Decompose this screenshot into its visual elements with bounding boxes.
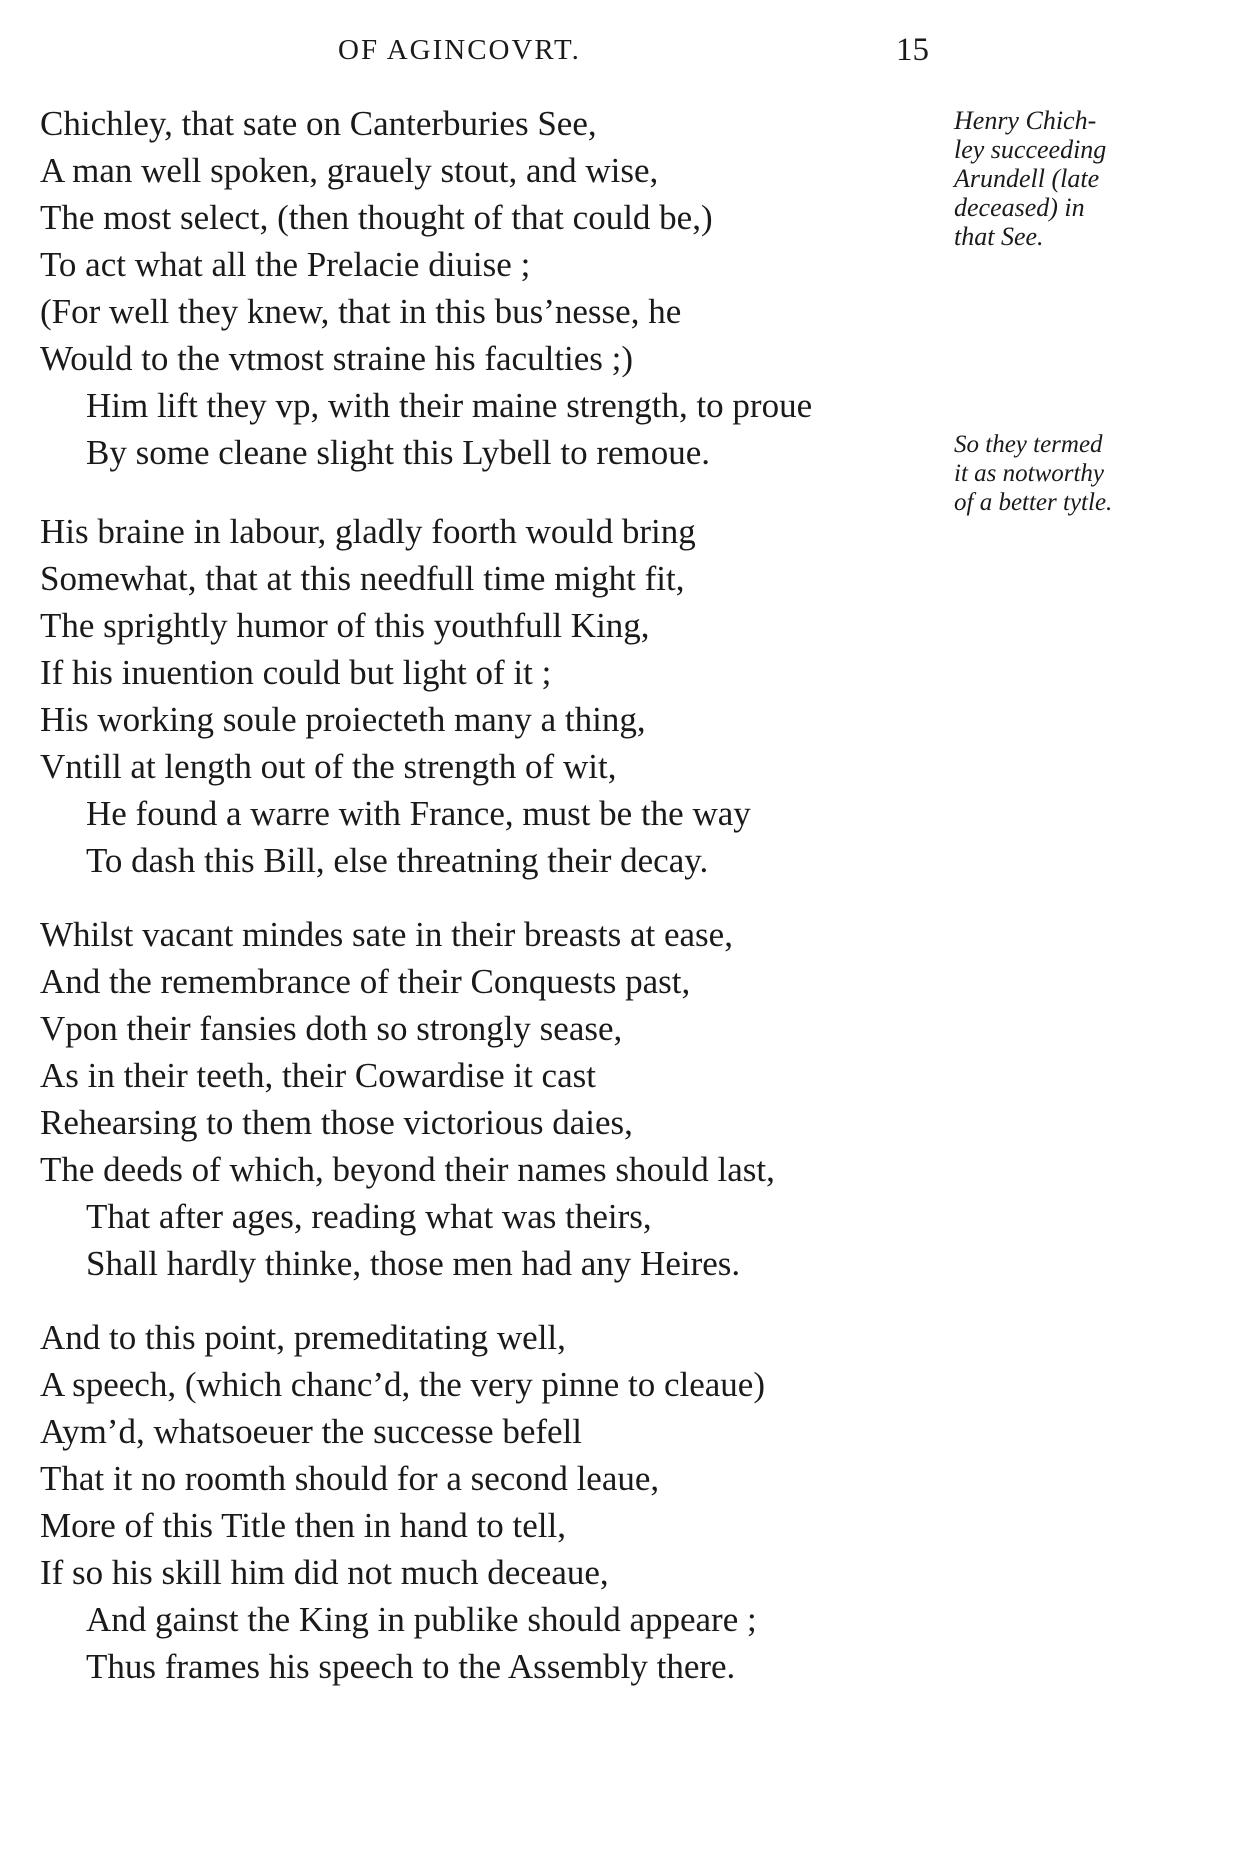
marginal-note-line: Henry Chich- xyxy=(954,106,1097,135)
marginal-note-line: of a better tytle. xyxy=(954,489,1113,516)
verse-line: If so his skill him did not much deceaue, xyxy=(40,1553,609,1592)
verse-line: Whilst vacant mindes sate in their breasts at ease, xyxy=(40,915,733,954)
verse-line: A speech, (which chanc’d, the very pinne to cleaue) xyxy=(40,1365,765,1404)
verse-line: (For well they knew, that in this bus’nesse, he xyxy=(40,292,682,331)
page-number: 15 xyxy=(896,32,929,68)
verse-line: A man well spoken, grauely stout, and wise, xyxy=(40,151,659,190)
poem-body xyxy=(40,100,970,1718)
verse-line: And to this point, premeditating well, xyxy=(40,1318,566,1357)
verse-line-indented: By some cleane slight this Lybell to remoue. xyxy=(86,433,711,472)
verse-line-indented: And gainst the King in publike should appeare ; xyxy=(86,1600,757,1639)
verse-line: Vpon their fansies doth so strongly sease, xyxy=(40,1009,623,1048)
marginal-note-line: Arundell (late xyxy=(954,164,1100,193)
verse-line: Would to the vtmost straine his faculties ;) xyxy=(40,339,634,378)
marginal-note-line: it as notworthy xyxy=(954,460,1105,487)
stanza-1 xyxy=(40,100,970,476)
verse-line: More of this Title then in hand to tell, xyxy=(40,1506,566,1545)
marginal-note-line: deceased) in xyxy=(954,193,1085,222)
verse-line: His braine in labour, gladly foorth would bring xyxy=(40,512,696,551)
stanza-4 xyxy=(40,1314,970,1690)
verse-line: Rehearsing to them those victorious daies, xyxy=(40,1103,633,1142)
verse-line-indented: That after ages, reading what was theirs, xyxy=(86,1197,652,1236)
verse-line: Chichley, that sate on Canterburies See, xyxy=(40,104,597,143)
verse-line-indented: He found a warre with France, must be the way xyxy=(86,794,751,833)
verse-line: Aym’d, whatsoeuer the successe befell xyxy=(40,1412,583,1451)
verse-line-indented: Shall hardly thinke, those men had any Heires. xyxy=(86,1244,741,1283)
verse-line: Vntill at length out of the strength of wit, xyxy=(40,747,617,786)
running-title: OF AGINCOVRT. xyxy=(338,34,581,66)
marginal-note-chichley xyxy=(954,106,1154,251)
verse-line: The sprightly humor of this youthfull King, xyxy=(40,606,650,645)
verse-line: The deeds of which, beyond their names should last, xyxy=(40,1150,775,1189)
marginal-note-line: So they termed xyxy=(954,431,1103,458)
marginal-note-lybell xyxy=(954,430,1154,517)
verse-line: His working soule proiecteth many a thing, xyxy=(40,700,646,739)
marginal-note-line: that See. xyxy=(954,222,1044,251)
verse-line: If his inuention could but light of it ; xyxy=(40,653,552,692)
verse-line: As in their teeth, their Cowardise it cast xyxy=(40,1056,596,1095)
verse-line-indented: To dash this Bill, else threatning their decay. xyxy=(86,841,709,880)
verse-line: To act what all the Prelacie diuise ; xyxy=(40,245,531,284)
marginal-note-line: ley succeeding xyxy=(954,135,1107,164)
verse-line: The most select, (then thought of that could be,) xyxy=(40,198,713,237)
stanza-3 xyxy=(40,911,970,1287)
stanza-2 xyxy=(40,508,970,884)
verse-line: And the remembrance of their Conquests past, xyxy=(40,962,691,1001)
verse-line: Somewhat, that at this needfull time might fit, xyxy=(40,559,685,598)
verse-line-indented: Thus frames his speech to the Assembly there. xyxy=(86,1647,736,1686)
verse-line: That it no roomth should for a second leaue, xyxy=(40,1459,660,1498)
running-head xyxy=(0,34,1242,74)
verse-line-indented: Him lift they vp, with their maine strength, to proue xyxy=(86,386,813,425)
